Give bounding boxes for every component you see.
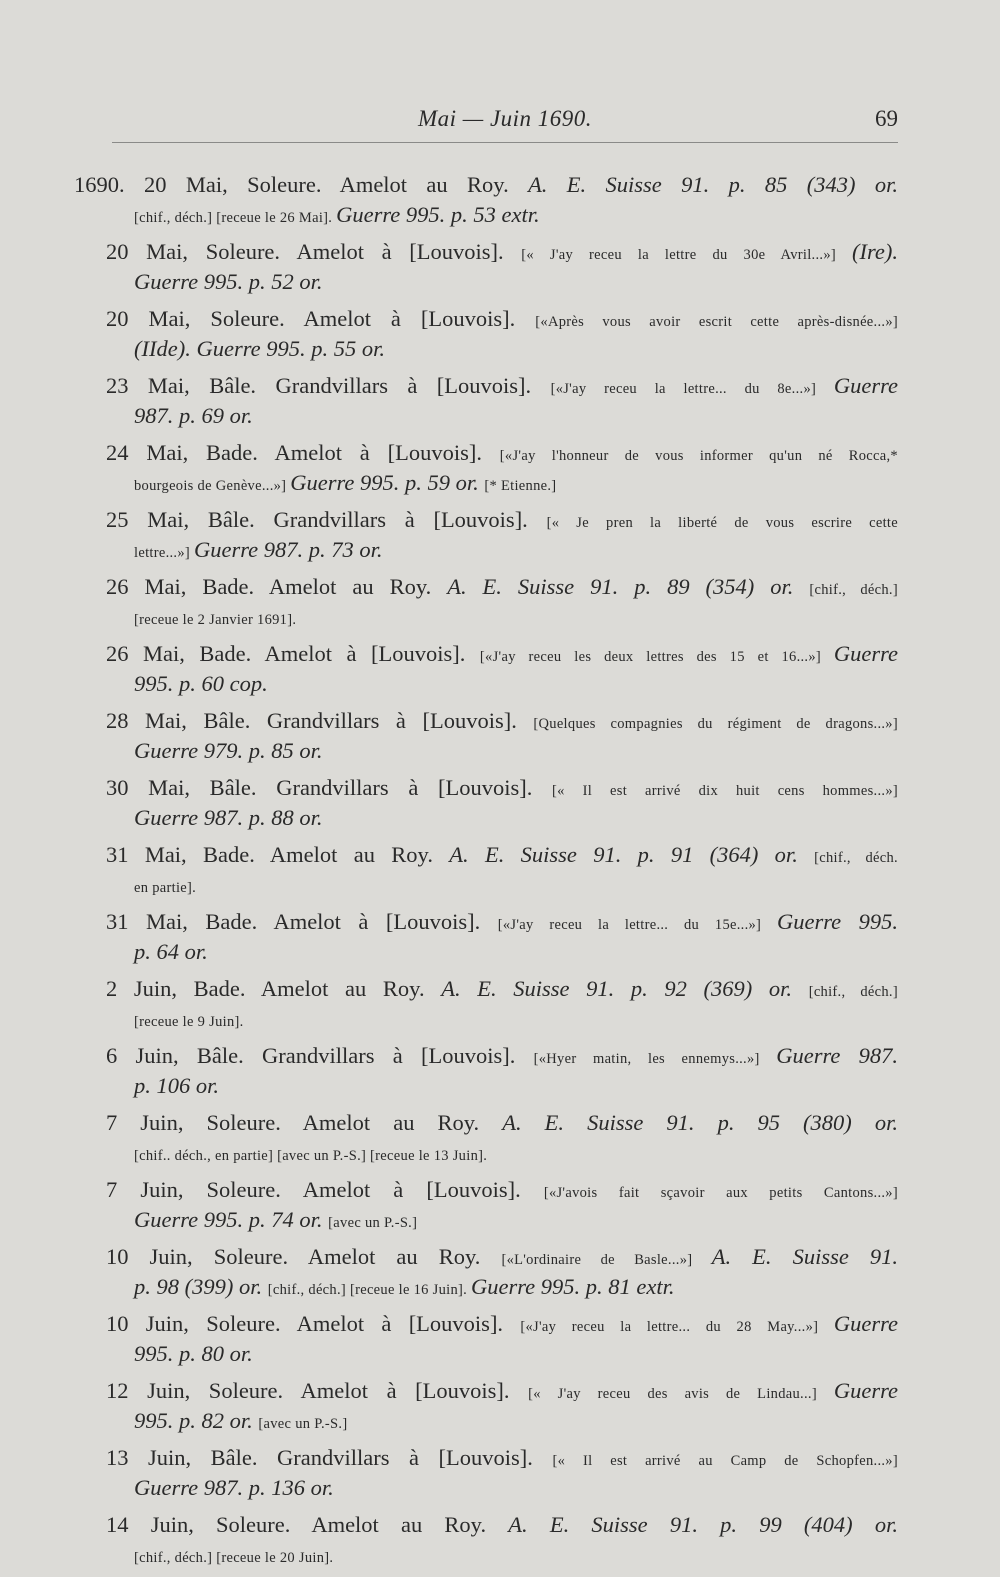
catalog-entry <box>106 371 898 430</box>
entry-continuation-line <box>106 1071 898 1101</box>
reference-text: Guerre 987. p. 73 or. <box>193 536 383 562</box>
note-text: [«J'avois fait sçavoir aux petits Cantons...»] <box>543 1185 898 1201</box>
entry-text: 24 Mai, Bade. Amelot à [Louvois]. <box>106 440 500 465</box>
entry-continuation-line <box>106 1138 898 1168</box>
reference-text: Guerre 995. p. 74 or. <box>134 1206 329 1232</box>
entry-continuation-line <box>106 1406 898 1436</box>
entry-text: 13 Juin, Bâle. Grandvillars à [Louvois]. <box>106 1445 553 1470</box>
entry-heading-line <box>106 1309 898 1339</box>
reference-text: Guerre <box>833 1311 898 1336</box>
note-text: [chif.. déch., en partie] [avec un P.-S.] [receue le 13 Juin]. <box>134 1147 488 1164</box>
note-text: [* Etienne.] <box>484 477 557 494</box>
catalog-entry <box>74 170 898 229</box>
reference-text: Guerre 995. p. 59 or. <box>290 469 485 495</box>
entry-continuation-line <box>106 736 898 766</box>
note-text: [« Je pren la liberté de vous escrire cette <box>546 515 898 531</box>
reference-text: p. 106 or. <box>134 1072 220 1098</box>
reference-text: 995. p. 80 or. <box>134 1340 253 1366</box>
reference-text: Guerre 987. p. 88 or. <box>134 804 323 830</box>
entry-text: 1690. 20 Mai, Soleure. Amelot au Roy. <box>74 172 529 197</box>
running-title: Mai — Juin 1690. <box>417 106 593 131</box>
reference-text: Guerre 995. p. 53 extr. <box>336 201 540 227</box>
reference-text: Guerre 987. <box>776 1043 898 1068</box>
entry-heading-line <box>106 438 898 468</box>
entry-continuation-line <box>106 401 898 431</box>
entry-continuation-line <box>106 1004 898 1034</box>
entry-text: 26 Mai, Bade. Amelot à [Louvois]. <box>106 641 480 666</box>
note-text: [«L'ordinaire de Basle...»] <box>501 1252 712 1268</box>
note-text: [«Après vous avoir escrit cette après-disnée...»] <box>535 314 898 330</box>
entry-heading-line <box>106 840 898 870</box>
entry-continuation-line <box>106 1272 898 1302</box>
entry-heading-line <box>106 773 898 803</box>
catalog-entry <box>106 1041 898 1100</box>
reference-text: p. 64 or. <box>134 938 208 964</box>
note-text: [«J'ay receu la lettre... du 8e...»] <box>550 381 834 397</box>
entry-heading-line <box>106 1242 898 1272</box>
entry-continuation-line <box>106 200 898 230</box>
entry-heading-line <box>106 639 898 669</box>
catalog-entry <box>106 639 898 698</box>
entry-text: 12 Juin, Soleure. Amelot à [Louvois]. <box>106 1378 529 1403</box>
reference-text: Guerre 979. p. 85 or. <box>134 737 323 763</box>
entry-continuation-line <box>106 937 898 967</box>
reference-text: 995. p. 82 or. <box>134 1407 259 1433</box>
reference-text: Guerre <box>833 373 898 398</box>
note-text: [« J'ay receu la lettre du 30e Avril...»] <box>521 247 852 263</box>
page-number: 69 <box>875 106 898 131</box>
reference-text: A. E. Suisse 91. p. 95 (380) or. <box>502 1110 898 1135</box>
entry-heading-line <box>106 1041 898 1071</box>
entry-heading-line <box>106 907 898 937</box>
note-text: [chif., déch.] <box>809 582 898 598</box>
catalog-entry <box>106 505 898 564</box>
reference-text: (Ire). <box>851 239 898 264</box>
entry-text: 23 Mai, Bâle. Grandvillars à [Louvois]. <box>106 373 551 398</box>
entry-list <box>74 170 898 1577</box>
entry-continuation-line <box>106 803 898 833</box>
note-text: [« Il est arrivé au Camp de Schopfen...»] <box>552 1453 898 1469</box>
note-text: [«Hyer matin, les ennemys...»] <box>533 1051 777 1067</box>
entry-text: 20 Mai, Soleure. Amelot à [Louvois]. <box>106 239 522 264</box>
note-text: [« J'ay receu des avis de Lindau...] <box>528 1386 834 1402</box>
entry-text: 30 Mai, Bâle. Grandvillars à [Louvois]. <box>106 775 552 800</box>
entry-heading-line <box>106 304 898 334</box>
reference-text: Guerre 995. <box>776 909 898 934</box>
entry-heading-line <box>106 706 898 736</box>
entry-continuation-line <box>106 602 898 632</box>
catalog-entry <box>106 1510 898 1569</box>
note-text: [«J'ay receu les deux lettres des 15 et 16...»] <box>479 649 834 665</box>
catalog-entry <box>106 1309 898 1368</box>
note-text: [Quelques compagnies du régiment de dragons...»] <box>533 716 898 732</box>
reference-text: A. E. Suisse 91. p. 92 (369) or. <box>441 976 809 1001</box>
entry-continuation-line <box>106 1473 898 1503</box>
note-text: en partie]. <box>134 879 197 896</box>
entry-heading-line <box>106 1108 898 1138</box>
entry-heading-line <box>74 170 898 200</box>
note-text: [chif., déch.] [receue le 26 Mai]. <box>134 209 337 226</box>
entry-continuation-line <box>106 267 898 297</box>
entry-text: 28 Mai, Bâle. Grandvillars à [Louvois]. <box>106 708 534 733</box>
entry-text: 7 Juin, Soleure. Amelot au Roy. <box>106 1110 503 1135</box>
reference-text: A. E. Suisse 91. p. 89 (354) or. <box>447 574 810 599</box>
catalog-entry <box>106 840 898 899</box>
entry-text: 6 Juin, Bâle. Grandvillars à [Louvois]. <box>106 1043 534 1068</box>
note-text: [«J'ay receu la lettre... du 28 May...»] <box>520 1319 834 1335</box>
catalog-entry <box>106 773 898 832</box>
note-text: [«J'ay receu la lettre... du 15e...»] <box>497 917 777 933</box>
entry-continuation-line <box>106 1339 898 1369</box>
note-text: [chif., déch.] [receue le 20 Juin]. <box>134 1549 334 1566</box>
note-text: [chif., déch.] [receue le 16 Juin]. <box>267 1281 471 1298</box>
reference-text: p. 98 (399) or. <box>134 1273 268 1299</box>
entry-heading-line <box>106 572 898 602</box>
reference-text: 987. p. 69 or. <box>134 402 253 428</box>
reference-text: A. E. Suisse 91. p. 99 (404) or. <box>508 1512 898 1537</box>
entry-continuation-line <box>106 535 898 565</box>
reference-text: Guerre 987. p. 136 or. <box>134 1474 334 1500</box>
reference-text: Guerre <box>833 1378 898 1403</box>
entry-text: 31 Mai, Bade. Amelot au Roy. <box>106 842 450 867</box>
catalog-entry <box>106 1443 898 1502</box>
entry-heading-line <box>106 974 898 1004</box>
entry-text: 26 Mai, Bade. Amelot au Roy. <box>106 574 448 599</box>
entry-text: 10 Juin, Soleure. Amelot au Roy. <box>106 1244 502 1269</box>
reference-text: (IIde). Guerre 995. p. 55 or. <box>134 335 385 361</box>
entry-heading-line <box>106 371 898 401</box>
catalog-entry <box>106 438 898 497</box>
entry-heading-line <box>106 1510 898 1540</box>
entry-continuation-line <box>106 1205 898 1235</box>
note-text: [chif., déch. <box>814 850 898 866</box>
entry-text: 2 Juin, Bade. Amelot au Roy. <box>106 976 442 1001</box>
reference-text: Guerre 995. p. 81 extr. <box>471 1273 675 1299</box>
note-text: bourgeois de Genève...»] <box>134 477 291 494</box>
entry-text: 25 Mai, Bâle. Grandvillars à [Louvois]. <box>106 507 547 532</box>
reference-text: A. E. Suisse 91. <box>711 1244 898 1269</box>
entry-text: 7 Juin, Soleure. Amelot à [Louvois]. <box>106 1177 544 1202</box>
reference-text: Guerre 995. p. 52 or. <box>134 268 323 294</box>
note-text: lettre...»] <box>134 544 194 561</box>
note-text: [«J'ay l'honneur de vous informer qu'un né Rocca,* <box>499 448 898 464</box>
entry-heading-line <box>106 505 898 535</box>
entry-heading-line <box>106 1175 898 1205</box>
entry-continuation-line <box>106 334 898 364</box>
reference-text: 995. p. 60 cop. <box>134 670 268 696</box>
catalog-entry <box>106 1376 898 1435</box>
entry-continuation-line <box>106 669 898 699</box>
catalog-entry <box>106 907 898 966</box>
note-text: [chif., déch.] <box>808 984 898 1000</box>
catalog-entry <box>106 304 898 363</box>
note-text: [« Il est arrivé dix huit cens hommes...»] <box>552 783 898 799</box>
entry-heading-line <box>106 237 898 267</box>
catalog-entry <box>106 1242 898 1301</box>
catalog-entry <box>106 1108 898 1167</box>
note-text: [receue le 9 Juin]. <box>134 1013 244 1030</box>
reference-text: A. E. Suisse 91. p. 91 (364) or. <box>449 842 815 867</box>
catalog-entry <box>106 974 898 1033</box>
page-header <box>112 102 898 143</box>
note-text: [receue le 2 Janvier 1691]. <box>134 611 297 628</box>
catalog-entry <box>106 572 898 631</box>
catalog-entry <box>106 237 898 296</box>
reference-text: Guerre <box>833 641 898 666</box>
entry-continuation-line <box>106 468 898 498</box>
note-text: [avec un P.-S.] <box>328 1214 418 1231</box>
entry-text: 14 Juin, Soleure. Amelot au Roy. <box>106 1512 509 1537</box>
note-text: [avec un P.-S.] <box>258 1415 348 1432</box>
entry-text: 20 Mai, Soleure. Amelot à [Louvois]. <box>106 306 536 331</box>
entry-heading-line <box>106 1376 898 1406</box>
catalog-entry <box>106 1175 898 1234</box>
entry-continuation-line <box>106 870 898 900</box>
catalog-entry <box>106 706 898 765</box>
reference-text: A. E. Suisse 91. p. 85 (343) or. <box>528 172 898 197</box>
entry-continuation-line <box>106 1540 898 1570</box>
entry-text: 31 Mai, Bade. Amelot à [Louvois]. <box>106 909 498 934</box>
entry-heading-line <box>106 1443 898 1473</box>
entry-text: 10 Juin, Soleure. Amelot à [Louvois]. <box>106 1311 521 1336</box>
